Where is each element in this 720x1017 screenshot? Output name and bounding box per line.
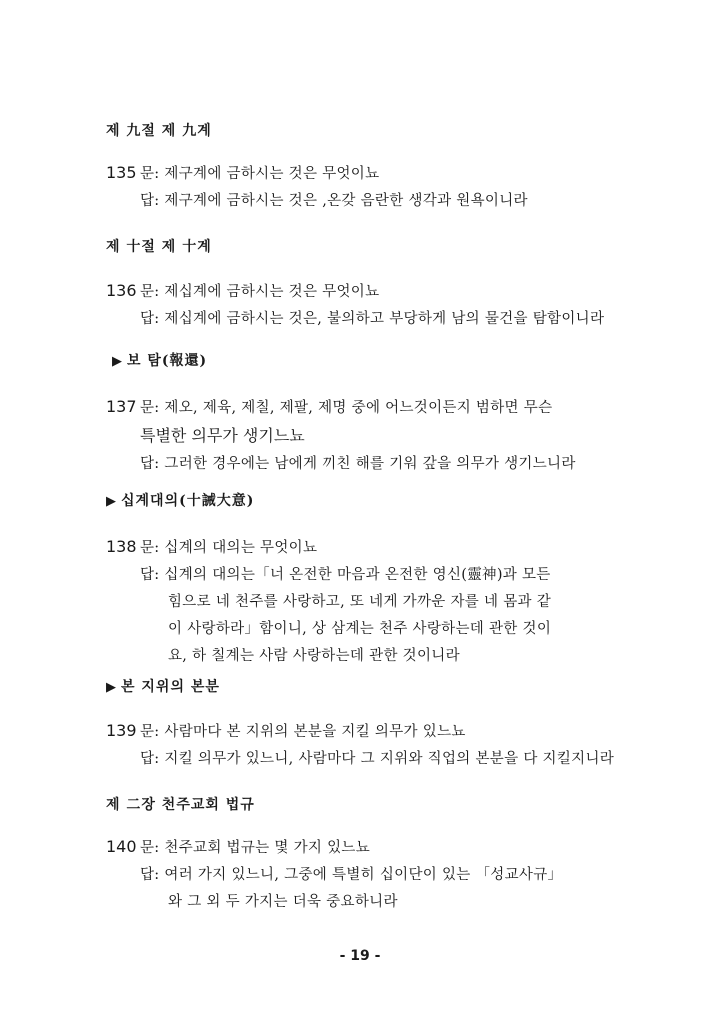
qa-item	[106, 536, 626, 665]
question-line	[106, 720, 626, 741]
answer-continuation: 요, 하 칠계는 사람 사랑하는데 관한 것이니라	[168, 648, 460, 664]
answer-line: 답: 십계의 대의는「너 온전한 마음과 온전한 영신(靈神)과 모든	[140, 567, 551, 583]
section-heading	[112, 350, 207, 370]
section-heading-text: 보 탐(報還)	[127, 353, 208, 369]
triangle-right-icon: ▶	[112, 354, 123, 369]
answer-line: 답: 지킬 의무가 있느니, 사람마다 그 지위와 직업의 본분을 다 지킬지니라	[140, 751, 615, 767]
question-text: 문: 제오, 제육, 제칠, 제팔, 제명 중에 어느것이든지 범하면 무슨	[140, 400, 553, 416]
question-number: 137	[106, 397, 137, 416]
question-line	[106, 280, 626, 301]
question-number: 140	[106, 837, 137, 856]
qa-item	[106, 162, 626, 210]
section-heading: 제 十절 제 十계	[106, 239, 212, 255]
section-heading-text: 십계대의(十誡大意)	[121, 493, 255, 509]
question-number: 135	[106, 163, 137, 182]
qa-item	[106, 720, 626, 768]
question-text: 문: 제구계에 금하시는 것은 무엇이뇨	[140, 166, 380, 182]
answer-continuation: 이 사랑하라」함이니, 상 삼계는 천주 사랑하는데 관한 것이	[168, 621, 552, 637]
chapter-heading: 제 二장 천주교회 법규	[106, 797, 255, 813]
answer-line: 답: 제구계에 금하시는 것은 ,온갖 음란한 생각과 원욕이니라	[140, 193, 528, 209]
question-number: 139	[106, 721, 137, 740]
triangle-right-icon: ▶	[106, 680, 117, 695]
section-heading-text: 본 지위의 본분	[121, 679, 220, 695]
answer-continuation: 힘으로 네 천주를 사랑하고, 또 네게 가까운 자를 네 몸과 같	[168, 594, 552, 610]
question-number: 138	[106, 537, 137, 556]
section-heading: 제 九절 제 九계	[106, 123, 212, 139]
qa-item	[106, 396, 626, 473]
qa-item	[106, 836, 626, 911]
section-heading	[106, 490, 254, 510]
question-text: 문: 십계의 대의는 무엇이뇨	[140, 540, 318, 556]
page-number: - 19 -	[339, 948, 381, 964]
question-line	[106, 162, 626, 183]
question-line	[106, 396, 626, 417]
triangle-right-icon: ▶	[106, 494, 117, 509]
answer-line: 답: 그러한 경우에는 남에게 끼친 해를 기워 갚을 의무가 생기느니라	[140, 456, 576, 472]
question-text: 문: 천주교회 법규는 몇 가지 있느뇨	[140, 840, 371, 856]
question-text: 문: 사람마다 본 지위의 본분을 지킬 의무가 있느뇨	[140, 724, 466, 740]
answer-line: 답: 제십계에 금하시는 것은, 불의하고 부당하게 남의 물건을 탐함이니라	[140, 311, 605, 327]
section-heading	[106, 676, 220, 696]
answer-line: 답: 여러 가지 있느니, 그중에 특별히 십이단이 있는 「성교사규」	[140, 867, 563, 883]
qa-item	[106, 280, 626, 328]
question-line	[106, 836, 626, 857]
answer-continuation: 와 그 외 두 가지는 더욱 중요하니라	[168, 894, 398, 910]
question-continuation: 특별한 의무가 생기느뇨	[140, 426, 305, 445]
question-number: 136	[106, 281, 137, 300]
question-line	[106, 536, 626, 557]
question-text: 문: 제십계에 금하시는 것은 무엇이뇨	[140, 284, 380, 300]
